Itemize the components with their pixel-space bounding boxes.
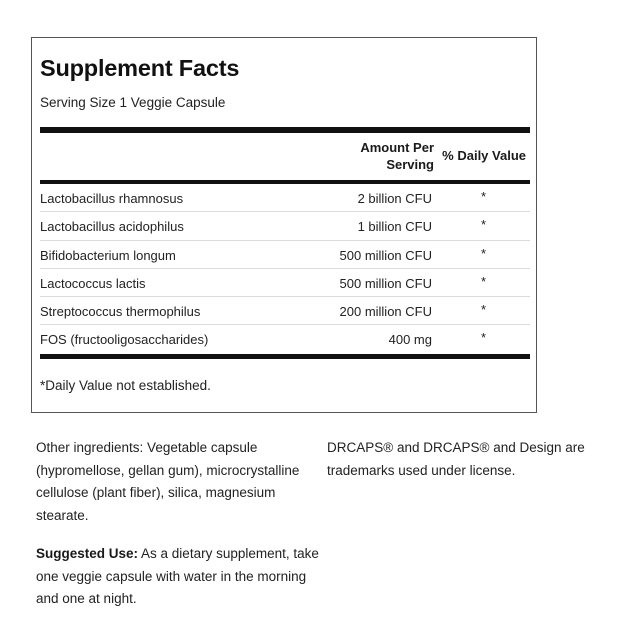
ingredient-table [40, 184, 530, 354]
table-row [40, 269, 530, 297]
header-amount-line2: Serving [386, 157, 434, 172]
table-row [40, 297, 530, 325]
ingredient-daily-value: * [480, 245, 486, 261]
ingredient-daily-value: * [480, 302, 486, 318]
suggested-use-body: As a dietary supplement, take one veggie capsule with water in the morning and one at night. [36, 546, 319, 606]
divider-thick [40, 127, 530, 133]
ingredient-daily-value: * [480, 330, 486, 346]
other-ingredients-text: Other ingredients: Vegetable capsule (hypromellose, gellan gum), microcrystalline cellulose (plant fiber), silica, magnesium stearate. [36, 440, 300, 523]
supplement-facts-panel [31, 37, 537, 413]
ingredient-daily-value: * [480, 217, 486, 233]
panel-title: Supplement Facts [40, 55, 240, 81]
table-row [40, 212, 530, 240]
ingredient-daily-value: * [480, 189, 486, 204]
table-row [40, 184, 530, 212]
table-header [40, 138, 530, 178]
suggested-use-label: Suggested Use: [36, 546, 139, 561]
ingredient-name: Lactobacillus acidophilus [40, 219, 184, 235]
ingredient-name: FOS (fructooligosaccharides) [40, 332, 209, 348]
header-amount-per-serving [360, 139, 434, 173]
ingredient-amount: 200 million CFU [339, 304, 432, 320]
divider-thick-bottom [40, 354, 530, 359]
ingredient-name: Lactococcus lactis [40, 275, 146, 291]
ingredient-name: Streptococcus thermophilus [40, 304, 201, 320]
ingredient-name: Bifidobacterium longum [40, 247, 176, 263]
ingredient-amount: 500 million CFU [339, 275, 432, 291]
table-row [40, 241, 530, 269]
suggested-use-text [36, 543, 326, 611]
header-amount-line1: Amount Per [360, 140, 434, 155]
ingredient-amount: 2 billion CFU [357, 191, 432, 206]
serving-size: Serving Size 1 Veggie Capsule [40, 95, 226, 110]
header-daily-value: % Daily Value [442, 148, 526, 163]
ingredient-amount: 500 million CFU [339, 247, 432, 263]
ingredient-daily-value: * [480, 273, 486, 289]
table-row [40, 325, 530, 353]
trademark-notice: DRCAPS® and DRCAPS® and Design are trademarks used under license. [327, 440, 585, 478]
ingredient-name: Lactobacillus rhamnosus [40, 191, 184, 206]
daily-value-footnote: *Daily Value not established. [40, 378, 211, 393]
ingredient-amount: 1 billion CFU [357, 219, 432, 235]
ingredient-amount: 400 mg [388, 332, 432, 348]
